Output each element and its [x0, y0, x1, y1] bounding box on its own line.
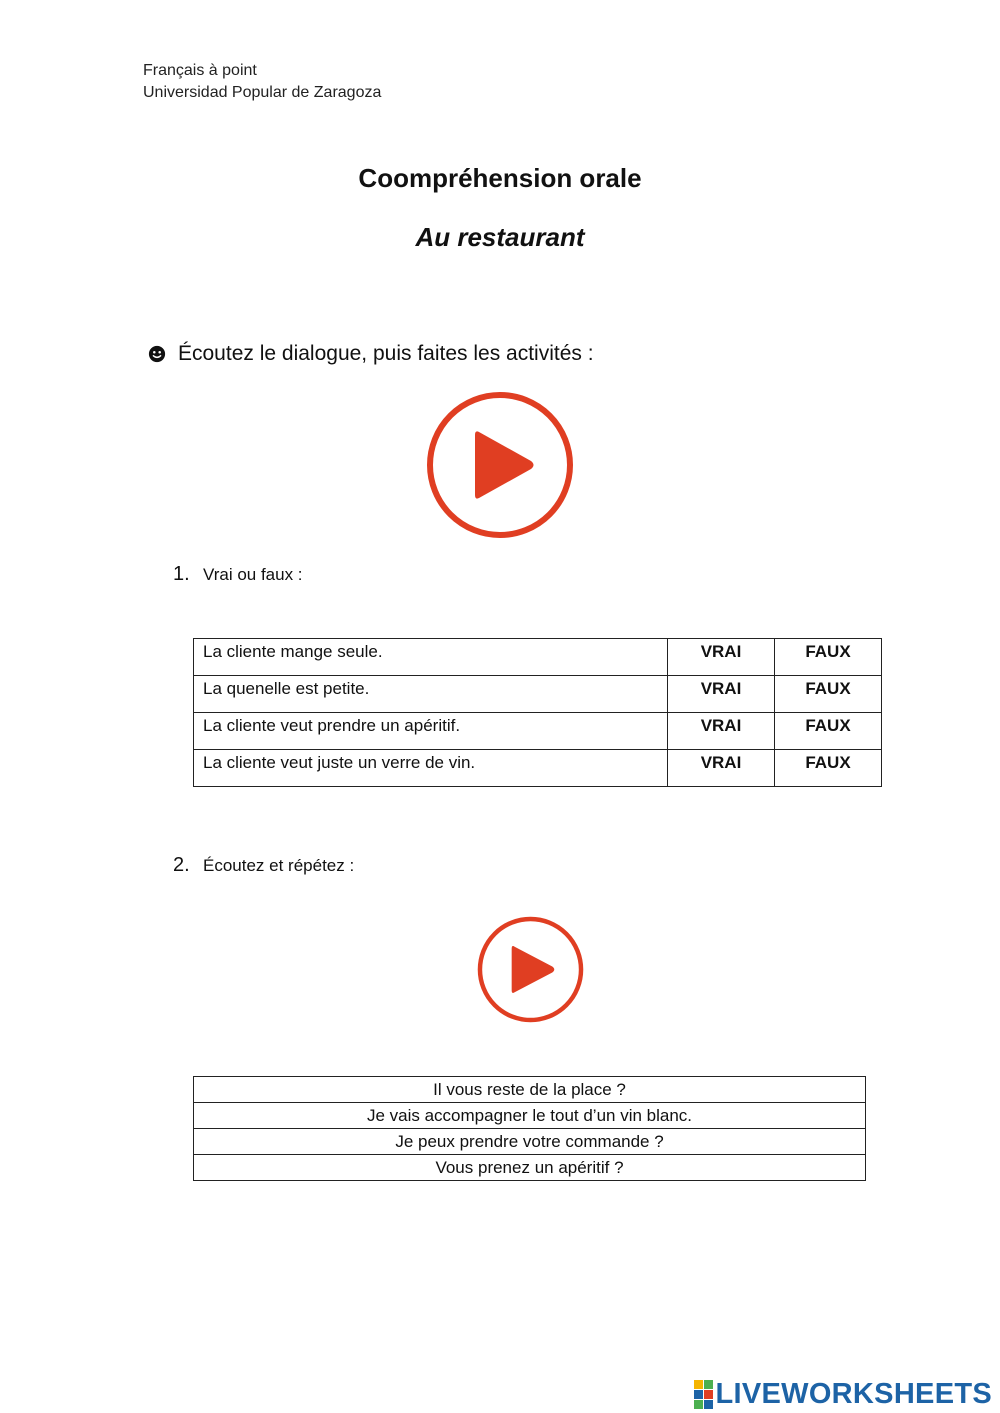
phrase-cell: Vous prenez un apéritif ?: [194, 1155, 866, 1181]
faux-option[interactable]: FAUX: [775, 676, 882, 713]
page-subtitle: Au restaurant: [415, 222, 585, 252]
faux-option[interactable]: FAUX: [775, 639, 882, 676]
question-2-label: Écoutez et répétez :: [203, 856, 355, 875]
statement-cell: La cliente veut juste un verre de vin.: [194, 750, 668, 787]
question-2: [173, 854, 354, 877]
instruction-text: Écoutez le dialogue, puis faites les activités :: [178, 342, 594, 365]
table-row: [194, 1129, 866, 1155]
brand-mark-icon: [694, 1380, 713, 1409]
smiley-icon: [148, 345, 166, 363]
true-false-table: [193, 638, 882, 787]
table-row: [194, 639, 882, 676]
vrai-option[interactable]: VRAI: [668, 750, 775, 787]
document-header: [143, 60, 381, 104]
question-1-label: Vrai ou faux :: [203, 565, 303, 584]
statement-cell: La cliente mange seule.: [194, 639, 668, 676]
header-course: Français à point: [143, 62, 257, 79]
repeat-phrases-table: [193, 1076, 866, 1181]
table-row: [194, 1103, 866, 1129]
question-1-number: 1.: [173, 563, 190, 585]
statement-cell: La quenelle est petite.: [194, 676, 668, 713]
question-2-number: 2.: [173, 854, 190, 876]
phrase-cell: Je vais accompagner le tout d’un vin blanc.: [194, 1103, 866, 1129]
liveworksheets-logo: [694, 1378, 993, 1411]
play-audio-dialogue-button[interactable]: [425, 390, 575, 540]
vrai-option[interactable]: VRAI: [668, 713, 775, 750]
page-title: Coompréhension orale: [358, 163, 642, 193]
vrai-option[interactable]: VRAI: [668, 676, 775, 713]
faux-option[interactable]: FAUX: [775, 750, 882, 787]
statement-cell: La cliente veut prendre un apéritif.: [194, 713, 668, 750]
header-institution: Universidad Popular de Zaragoza: [143, 84, 382, 101]
play-audio-repeat-button[interactable]: [476, 915, 585, 1024]
table-row: [194, 676, 882, 713]
table-row: [194, 713, 882, 750]
faux-option[interactable]: FAUX: [775, 713, 882, 750]
question-1: [173, 563, 303, 586]
table-row: [194, 750, 882, 787]
phrase-cell: Je peux prendre votre commande ?: [194, 1129, 866, 1155]
brand-text: LIVEWORKSHEETS: [715, 1378, 992, 1410]
instruction: [148, 342, 594, 366]
table-row: [194, 1077, 866, 1103]
table-row: [194, 1155, 866, 1181]
phrase-cell: Il vous reste de la place ?: [194, 1077, 866, 1103]
vrai-option[interactable]: VRAI: [668, 639, 775, 676]
